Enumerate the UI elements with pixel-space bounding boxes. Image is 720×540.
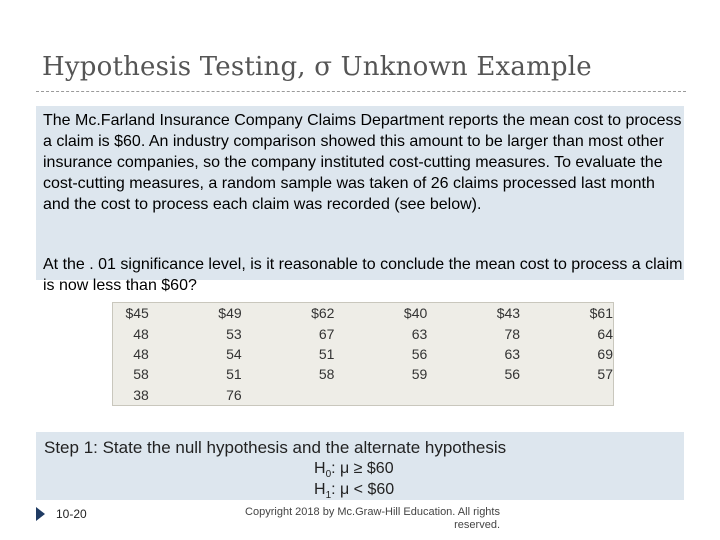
table-cell [520,385,613,406]
table-row [113,303,614,324]
table-cell: $45 [125,305,149,322]
step-title: Step 1: State the null hypothesis and the alternate hypothesis [44,438,507,457]
table-cell: 64 [597,325,613,342]
table-row [113,385,614,406]
table-cell: 48 [133,325,149,342]
slide-number: 10-20 [56,507,87,521]
table-cell: 51 [318,345,335,362]
copyright-notice: Copyright 2018 by Mc.Graw-Hill Education. All rights reserved. [245,506,500,531]
table-cell: $43 [496,305,521,322]
table-cell [242,385,335,406]
table-cell: 57 [597,366,613,383]
table-cell: 67 [318,325,335,342]
title-divider [36,91,686,92]
table-cell: 63 [411,325,428,342]
table-cell: 38 [133,386,149,403]
table-cell: $61 [589,305,613,322]
table-cell [334,385,427,406]
table-cell: 58 [318,366,335,383]
table-cell: 63 [504,345,521,362]
problem-question: At the . 01 significance level, is it reasonable to conclude the mean cost to process a claim is now less than $60? [43,256,683,294]
table-cell [427,385,520,406]
table-cell: $40 [403,305,428,322]
table-cell: 56 [411,345,428,362]
arrow-bullet-icon [36,507,45,521]
claims-data-table [112,302,614,406]
null-hypothesis: $H_0$: μ ≥ $60 [314,460,394,481]
table-cell: 76 [226,386,242,403]
table-cell: 54 [226,345,242,362]
table-cell: 56 [504,366,521,383]
table-cell: $62 [311,305,335,322]
table-cell: 69 [597,345,613,362]
table-cell: 53 [226,325,242,342]
table-cell: $49 [218,305,242,322]
table-cell: 51 [226,366,242,383]
table-row [113,323,614,343]
table-row [113,344,614,364]
table-row [113,364,614,384]
table-cell: 78 [504,325,521,342]
slide-title: Hypothesis Testing, σ Unknown Example [42,52,592,82]
problem-statement: The Mc.Farland Insurance Company Claims Department reports the mean cost to process a claim is $60. An industry comparison showed this amount to be larger than most other insurance companies, so the company instituted cost-cutting measures. To evaluate the cost-cutting measures, a random sample was taken of 26 claims processed last month and the cost to process each claim was recorded (see below). [43,112,682,213]
alternate-hypothesis: $H_1$: μ < $60 [314,481,395,502]
table-cell: 59 [411,366,428,383]
table-cell: 58 [133,366,149,383]
table-cell: 48 [133,345,149,362]
